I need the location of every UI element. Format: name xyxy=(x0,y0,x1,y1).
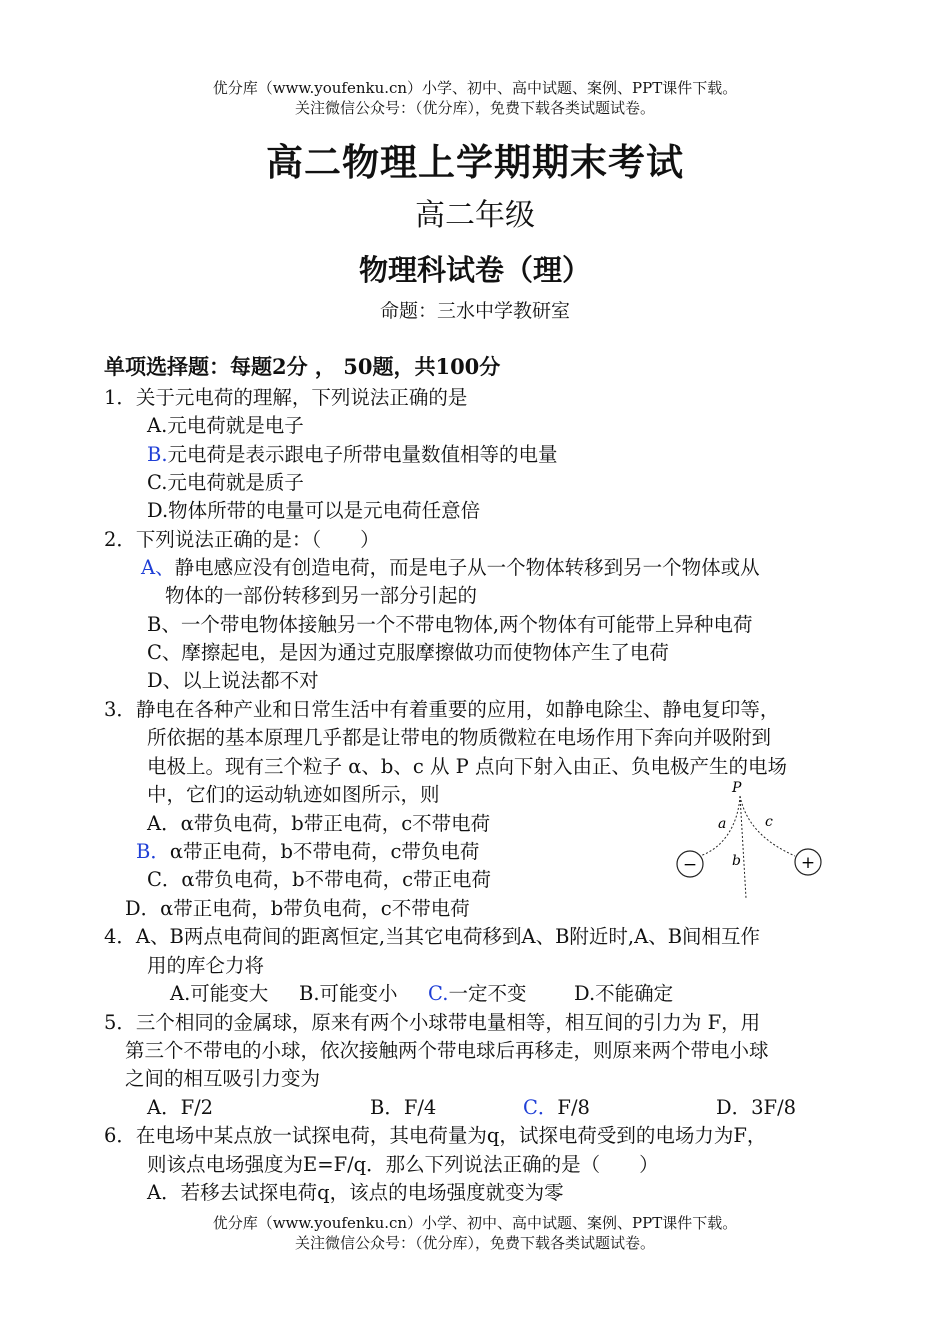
q3-option-b-text: α带正电荷，b不带电荷，c带负电荷 xyxy=(169,840,480,863)
q1-answer-letter: B. xyxy=(147,443,168,466)
q1-stem: 1．关于元电荷的理解，下列说法正确的是 xyxy=(104,386,468,409)
author-line: 命题：三水中学教研室 xyxy=(379,300,570,322)
q2-option-d: D、以上说法都不对 xyxy=(147,669,319,692)
q4-option-c xyxy=(428,978,526,1006)
q1-option-b-text: 元电荷是表示跟电子所带电量数值相等的电量 xyxy=(167,443,558,466)
q3-stem-line1: 3．静电在各种产业和日常生活中有着重要的应用，如静电除尘、静电复印等， xyxy=(104,698,780,721)
q3-stem-line2: 所依据的基本原理几乎都是让带电的物质微粒在电场作用下奔向并吸附到 xyxy=(147,726,772,749)
trajectory-figure xyxy=(668,776,838,906)
subject-title: 物理科试卷（理） xyxy=(358,253,591,287)
q2-option-a-text: 静电感应没有创造电荷，而是电子从一个物体转移到另一个物体或从 xyxy=(174,556,760,579)
q4-stem-line2: 用的库仑力将 xyxy=(147,954,265,977)
q5-option-c-text: F/8 xyxy=(557,1096,590,1119)
q4-option-a: A.可能变大 xyxy=(170,982,269,1005)
q4-option-b: B.可能变小 xyxy=(299,982,398,1005)
q2-option-b: B、一个带电物体接触另一个不带电物体,两个物体有可能带上异种电荷 xyxy=(147,613,753,636)
footer-line-2: 关注微信公众号：（优分库），免费下载各类试题试卷。 xyxy=(294,1234,655,1252)
q4-option-c-text: 一定不变 xyxy=(448,982,527,1005)
q4-option-d: D.不能确定 xyxy=(574,982,674,1005)
q3-option-c: C．α带负电荷，b不带电荷，c带正电荷 xyxy=(147,868,491,891)
q1-option-b xyxy=(147,439,558,467)
q2-option-a-line1 xyxy=(141,552,760,580)
q5-stem-line1: 5．三个相同的金属球，原来有两个小球带电量相等，相互间的引力为 F，用 xyxy=(104,1011,761,1034)
q2-option-a-line2: 物体的一部份转移到另一部分引起的 xyxy=(165,584,478,607)
q5-stem-line3: 之间的相互吸引力变为 xyxy=(125,1067,321,1090)
q3-stem-line4: 中，它们的运动轨迹如图所示，则 xyxy=(147,783,440,806)
q1-option-d: D.物体所带的电量可以是元电荷任意倍 xyxy=(147,499,481,522)
q5-option-d: D．3F/8 xyxy=(716,1096,797,1119)
q5-answer-letter: C． xyxy=(523,1096,558,1119)
q5-option-c xyxy=(523,1092,590,1120)
negative-sign: − xyxy=(682,855,698,875)
header-line-2: 关注微信公众号：（优分库），免费下载各类试题试卷。 xyxy=(294,99,655,117)
q2-stem: 2．下列说法正确的是：（ ） xyxy=(104,528,380,551)
q6-option-a: A．若移去试探电荷q，该点的电场强度就变为零 xyxy=(147,1181,564,1204)
q6-stem-line2: 则该点电场强度为E=F/q．那么下列说法正确的是（ ） xyxy=(147,1153,659,1176)
q2-answer-letter: A、 xyxy=(141,556,175,579)
q3-stem-line3: 电极上。现有三个粒子 α、b、c 从 P 点向下射入由正、负电极产生的电场 xyxy=(147,755,787,778)
label-c: c xyxy=(765,814,773,830)
label-b: b xyxy=(732,853,741,869)
q5-stem-line2: 第三个不带电的小球，依次接触两个带电球后再移走，则原来两个带电小球 xyxy=(125,1039,769,1062)
q1-option-c: C.元电荷就是质子 xyxy=(147,471,304,494)
q3-option-d: D．α带正电荷，b带负电荷，c不带电荷 xyxy=(125,897,470,920)
page-title: 高二物理上学期期末考试 xyxy=(266,140,684,184)
q6-stem-line1: 6．在电场中某点放一试探电荷，其电荷量为q，试探电荷受到的电场力为F， xyxy=(104,1124,767,1147)
point-p-label: P xyxy=(732,780,742,796)
q5-option-b: B．F/4 xyxy=(370,1096,437,1119)
q4-answer-letter: C. xyxy=(428,982,449,1005)
positive-sign: + xyxy=(800,853,816,873)
q3-option-a: A．α带负电荷，b带正电荷，c不带电荷 xyxy=(147,812,491,835)
q1-option-a: A.元电荷就是电子 xyxy=(147,414,304,437)
label-a: a xyxy=(718,816,727,832)
section-heading: 单项选择题：每题2分 ， 50题，共100分 xyxy=(104,354,501,379)
grade-title: 高二年级 xyxy=(415,198,535,233)
q3-answer-letter: B． xyxy=(136,840,170,863)
q3-option-b xyxy=(136,836,479,864)
q4-stem-line1: 4．A、B两点电荷间的距离恒定,当其它电荷移到A、B附近时,A、B间相互作 xyxy=(104,925,761,948)
footer-line-1: 优分库（www.youfenku.cn）小学、初中、高中试题、案例、PPT课件下载。 xyxy=(212,1214,738,1232)
q5-option-a: A．F/2 xyxy=(147,1096,214,1119)
q2-option-c: C、摩擦起电，是因为通过克服摩擦做功而使物体产生了电荷 xyxy=(147,641,669,664)
header-line-1: 优分库（www.youfenku.cn）小学、初中、高中试题、案例、PPT课件下载。 xyxy=(212,79,738,97)
